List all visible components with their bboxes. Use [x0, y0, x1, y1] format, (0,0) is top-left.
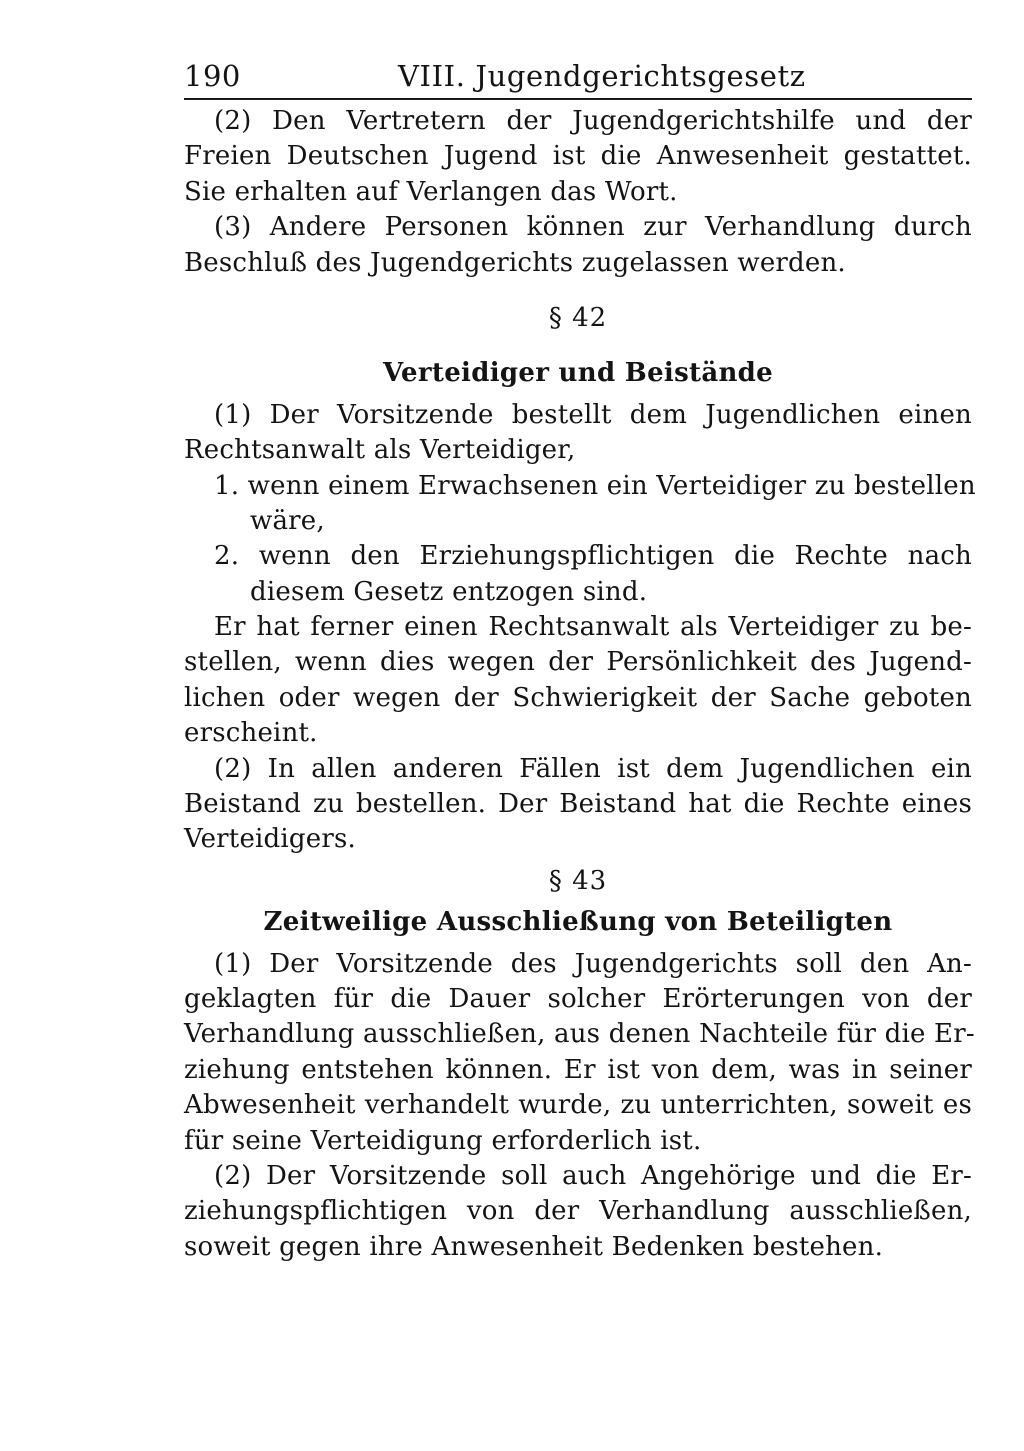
text-line: geklagten für die Dauer solcher Erörterungen von der [184, 983, 972, 1014]
section-number: § 42 [548, 302, 608, 333]
text-line: lichen oder wegen der Schwierigkeit der Sache geboten [184, 682, 972, 713]
text-line: Freien Deutschen Jugend ist die Anwesenheit gestattet. [184, 141, 972, 172]
enumerated-item: 1. wenn einem Erwachsenen ein Verteidiger zu bestellen [214, 470, 976, 501]
page-number: 190 [184, 59, 241, 93]
text-line: ziehung entstehen können. Er ist von dem, was in seiner [184, 1054, 972, 1085]
text-line: soweit gegen ihre Anwesenheit Bedenken bestehen. [184, 1231, 884, 1262]
text-line: (1) Der Vorsitzende des Jugendgerichts soll den An- [214, 948, 972, 979]
page-content [184, 104, 976, 1265]
text-line: (3) Andere Personen können zur Verhandlung durch [214, 212, 972, 243]
text-line: Beschluß des Jugendgerichts zugelassen werden. [184, 247, 846, 278]
text-line: Verhandlung ausschließen, aus denen Nachteile für die Er- [184, 1019, 975, 1050]
enumerated-item-continuation: diesem Gesetz entzogen sind. [250, 576, 648, 607]
section-title: Verteidiger und Beistände [382, 358, 774, 389]
text-line: Verteidigers. [184, 824, 356, 855]
text-line: Beistand zu bestellen. Der Beistand hat die Rechte eines [184, 789, 972, 820]
enumerated-item-continuation: wäre, [250, 505, 325, 536]
text-line: Sie erhalten auf Verlangen das Wort. [184, 176, 678, 207]
text-line: erscheint. [184, 718, 318, 749]
text-line: stellen, wenn dies wegen der Persönlichkeit des Jugend- [184, 647, 972, 678]
section-title: Zeitweilige Ausschließung von Beteiligten [263, 907, 893, 938]
page-header [184, 58, 972, 100]
running-title: VIII. Jugendgerichtsgesetz [398, 59, 806, 93]
text-line: Er hat ferner einen Rechtsanwalt als Verteidiger zu be- [214, 612, 972, 643]
text-line: (2) Den Vertretern der Jugendgerichtshilfe und der [214, 106, 972, 136]
text-line: (1) Der Vorsitzende bestellt dem Jugendlichen einen [214, 399, 972, 430]
text-line: (2) Der Vorsitzende soll auch Angehörige und die Er- [214, 1160, 972, 1191]
enumerated-item: 2. wenn den Erziehungspflichtigen die Rechte nach [214, 541, 972, 572]
text-line: Rechtsanwalt als Verteidiger, [184, 435, 576, 466]
text-line: ziehungspflichtigen von der Verhandlung ausschließen, [184, 1196, 972, 1227]
book-page [184, 58, 976, 1265]
section-number: § 43 [548, 865, 608, 896]
text-line: (2) In allen anderen Fällen ist dem Jugendlichen ein [214, 753, 972, 784]
text-line: für seine Verteidigung erforderlich ist. [184, 1125, 702, 1156]
text-line: Abwesenheit verhandelt wurde, zu unterrichten, soweit es [184, 1090, 972, 1121]
